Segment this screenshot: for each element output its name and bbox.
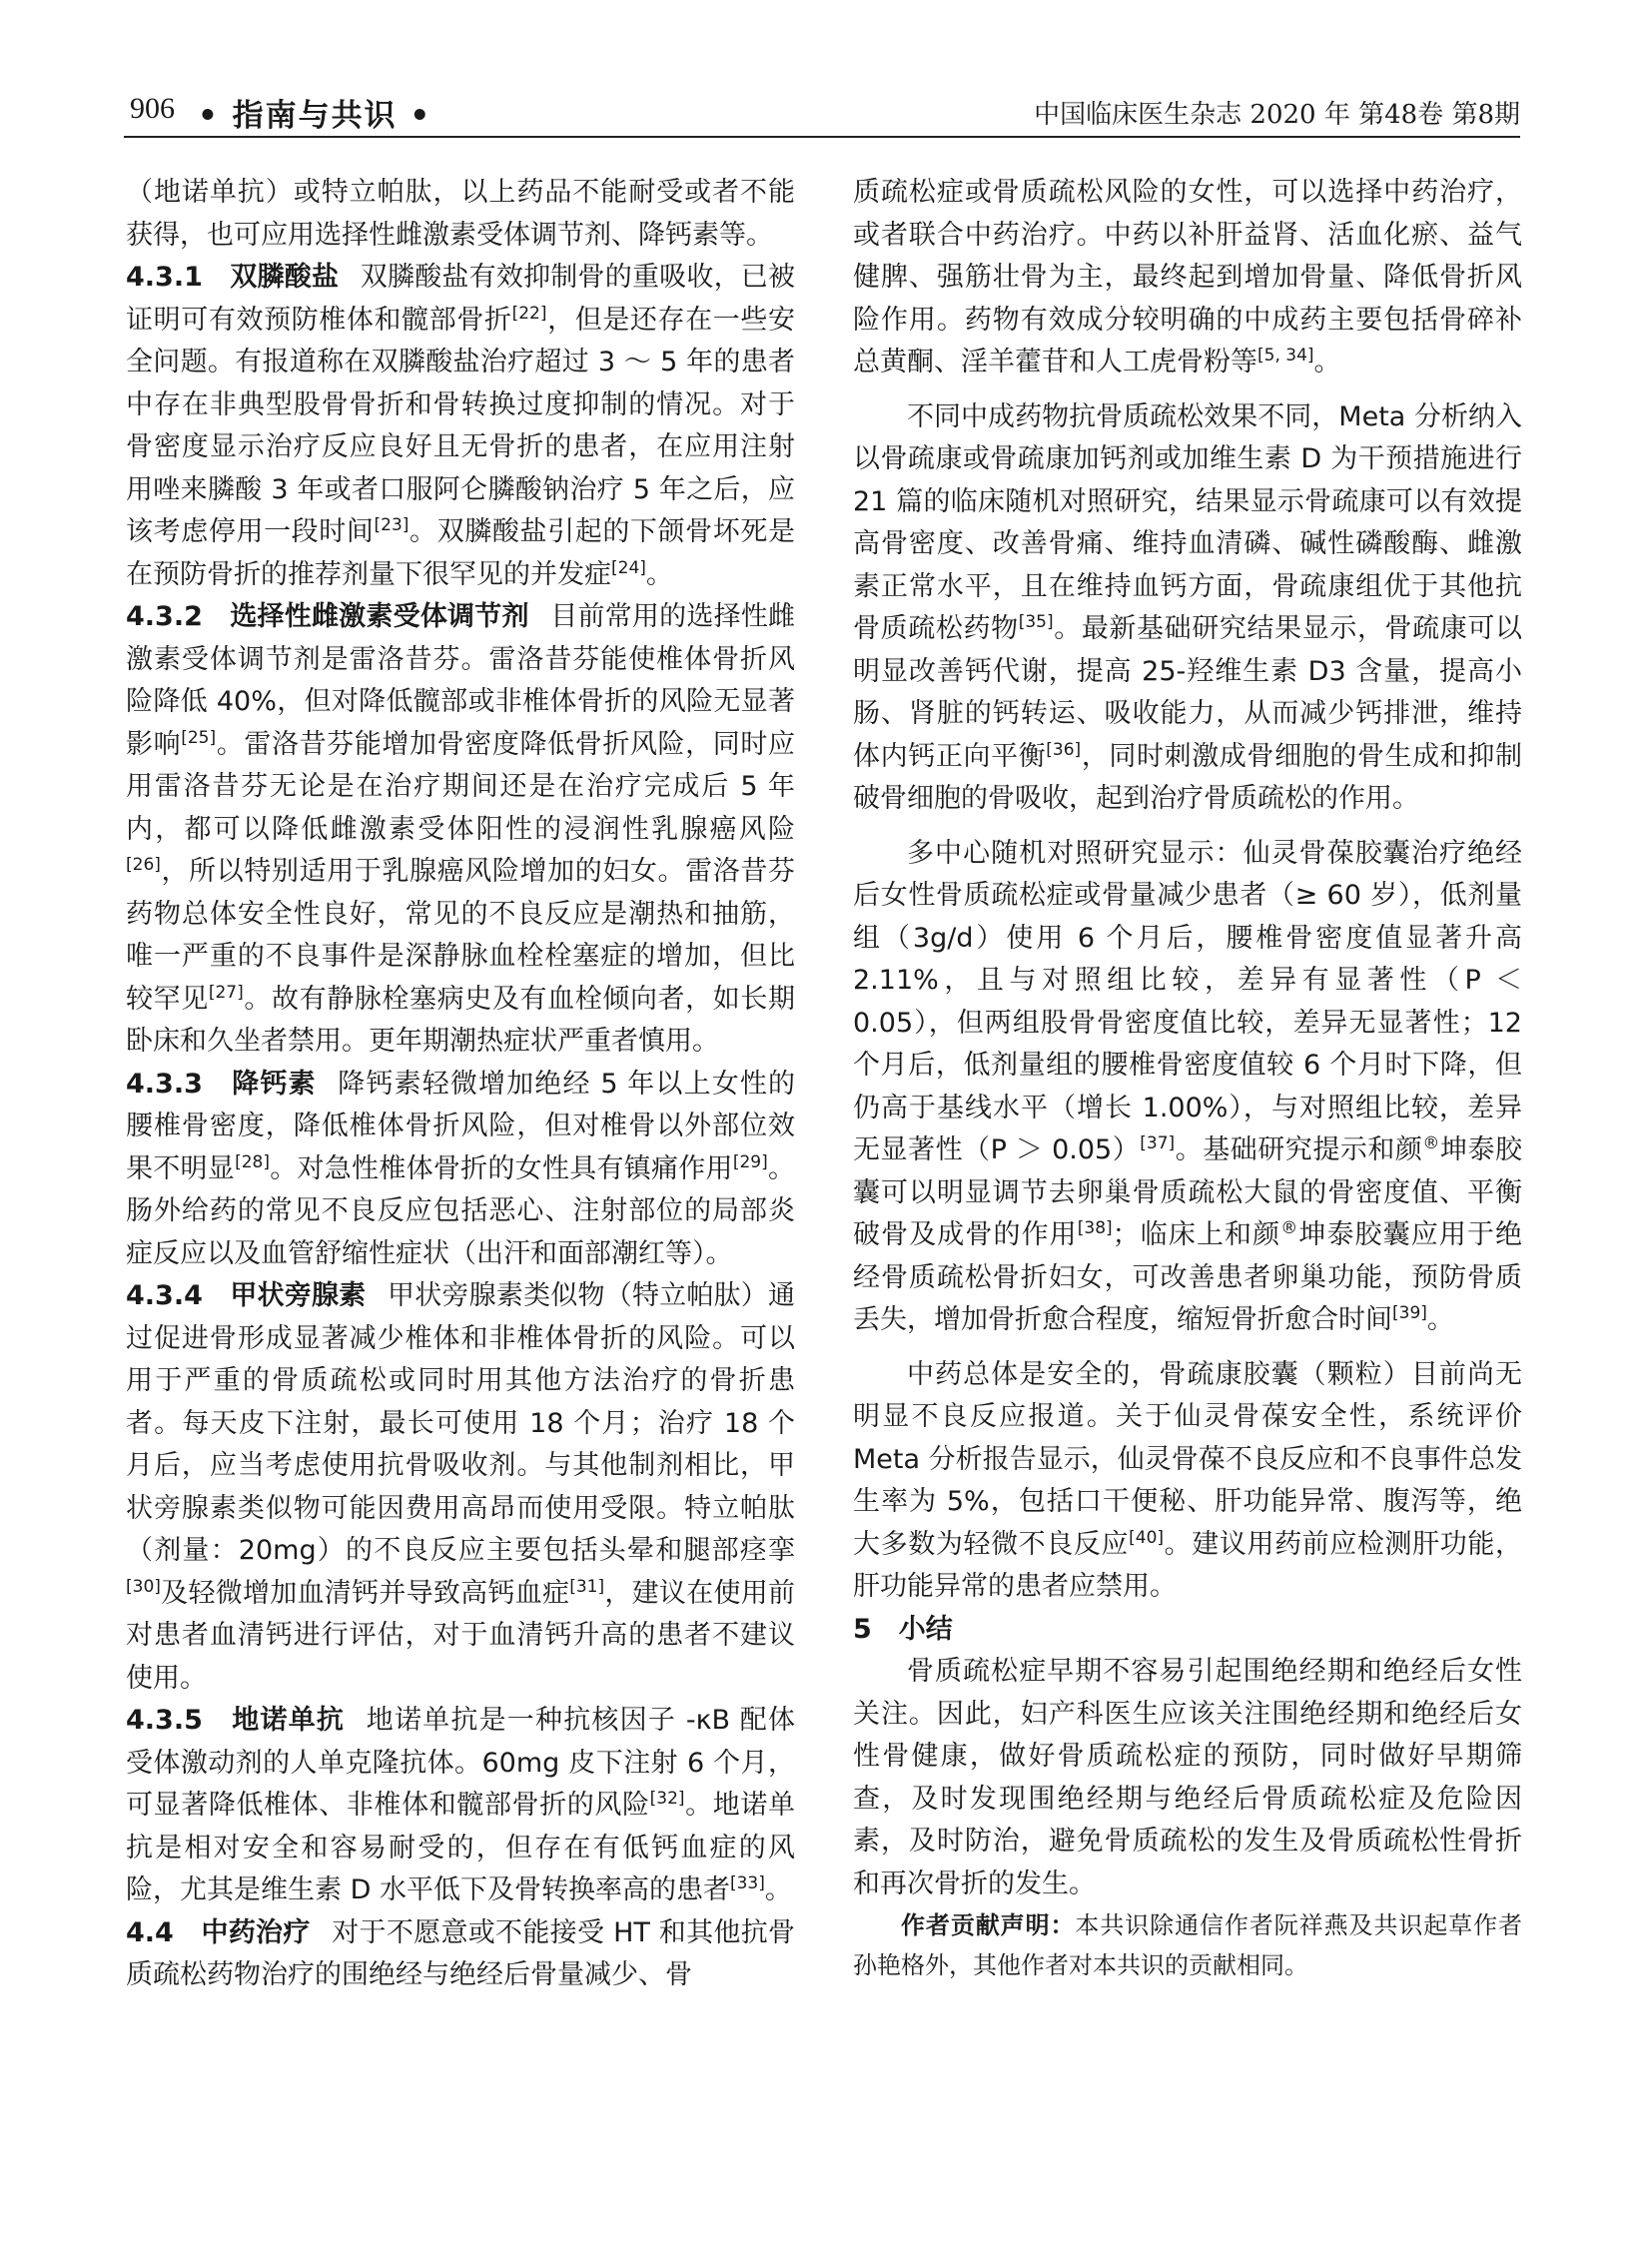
subsection-heading: 4.3.3 降钙素 (126, 1068, 317, 1100)
paragraph: 多中心随机对照研究显示：仙灵骨葆胶囊治疗绝经后女性骨质疏松症或骨量减少患者（≥ 60 岁），低剂量组（3g/d）使用 6 个月后，腰椎骨密度值显著升高 2.11%，且与对照组比较，差异有显著性（P ＜ 0.05），但两组股骨骨密度值比较，差异无显著性；12 个月后，低剂量组的腰椎骨密度值较 6 个月时下降，但仍高于基线水平（增长 1.00%），与对照组比较，差异无显著性（P ＞ 0.05）[37]。基础研究提示和颜®坤泰胶囊可以明显调节去卵巢骨质疏松大鼠的骨密度值、平衡破骨及成骨的作用[38]；临床上和颜®坤泰胶囊应用于绝经骨质疏松骨折妇女，可改善患者卵巢功能，预防骨质丢失，增加骨折愈合程度，缩短骨折愈合时间[39]。 (853, 837, 1523, 1335)
section-heading: 4.4 中药治疗 (126, 1916, 311, 1948)
citation-ref: [38] (1077, 1218, 1113, 1238)
subsection-4-3-4: 4.3.4 甲状旁腺素 甲状旁腺素类似物（特立帕肽）通过促进骨形成显著减少椎体和非椎体骨折的风险。可以用于严重的骨质疏松或同时用其他方法治疗的骨折患者。每天皮下注射，最长可使用 18 个月；治疗 18 个月后，应当考虑使用抗骨吸收剂。与其他制剂相比，甲状旁腺素类似物可能因费用高昂而使用受限。特立帕肽（剂量：20mg）的不良反应主要包括头晕和腿部痉挛[30]及轻微增加血清钙并导致高钙血症[31]，建议在使用前对患者血清钙进行评估，对于血清钙升高的患者不建议使用。 (126, 1280, 796, 1694)
author-contribution-note: 作者贡献声明：本共识除通信作者阮祥燕及共识起草作者孙艳格外，其他作者对本共识的贡献相同。 (853, 1911, 1523, 1979)
citation-ref: [29] (732, 1151, 768, 1172)
subsection-4-3-1: 4.3.1 双膦酸盐 双膦酸盐有效抑制骨的重吸收，已被证明可有效预防椎体和髋部骨折[22]，但是还存在一些安全问题。有报道称在双膦酸盐治疗超过 3 ～ 5 年的患者中存在非典型股骨骨折和骨转换过度抑制的情况。对于骨密度显示治疗反应良好且无骨折的患者，在应用注射用唑来膦酸 3 年或者口服阿仑膦酸钠治疗 5 年之后，应该考虑停用一段时间[23]。双膦酸盐引起的下颌骨坏死是在预防骨折的推荐剂量下很罕见的并发症[24]。 (126, 262, 796, 590)
citation-ref: [27] (208, 982, 244, 1003)
subsection-heading: 4.3.1 双膦酸盐 (126, 262, 340, 293)
citation-ref: [28] (235, 1151, 270, 1172)
citation-ref: [33] (729, 1873, 765, 1893)
journal-citation: 中国临床医生杂志 2020 年 第48卷 第8期 (1034, 100, 1520, 130)
section-4-4: 4.4 中药治疗 对于不愿意或不能接受 HT 和其他抗骨质疏松药物治疗的围绝经与绝经后骨量减少、骨 (126, 1916, 796, 1990)
citation-ref: [36] (1046, 739, 1082, 760)
paragraph: 中药总体是安全的，骨疏康胶囊（颗粒）目前尚无明显不良反应报道。关于仙灵骨葆安全性，系统评价 Meta 分析报告显示，仙灵骨葆不良反应和不良事件总发生率为 5%，包括口干便秘、肝功能异常、腹泻等，绝大多数为轻微不良反应[40]。建议用药前应检测肝功能，肝功能异常的患者应禁用。 (853, 1358, 1523, 1602)
subsection-heading: 4.3.5 地诺单抗 (126, 1705, 346, 1736)
section-label: • 指南与共识 • (198, 98, 432, 134)
note-label: 作者贡献声明： (901, 1911, 1076, 1939)
right-column (853, 172, 1522, 1985)
citation-ref: [37] (1140, 1133, 1176, 1153)
citation-ref: [24] (611, 557, 646, 578)
page-header (126, 92, 1520, 136)
paragraph: （地诺单抗）或特立帕肽，以上药品不能耐受或者不能获得，也可应用选择性雌激素受体调节剂、降钙素等。 (126, 177, 795, 251)
header-rule (124, 136, 1520, 138)
subsection-4-3-2: 4.3.2 选择性雌激素受体调节剂 目前常用的选择性雌激素受体调节剂是雷洛昔芬。雷洛昔芬能使椎体骨折风险降低 40%，但对降低髋部或非椎体骨折的风险无显著影响[25]。雷洛昔芬能增加骨密度降低骨折风险，同时应用雷洛昔芬无论是在治疗期间还是在治疗完成后 5 年内，都可以降低雌激素受体阳性的浸润性乳腺癌风险[26]，所以特别适用于乳腺癌风险增加的妇女。雷洛昔芬药物总体安全性良好，常见的不良反应是潮热和抽筋，唯一严重的不良事件是深静脉血栓栓塞症的增加，但比较罕见[27]。故有静脉栓塞病史及有血栓倾向者，如长期卧床和久坐者禁用。更年期潮热症状严重者慎用。 (126, 601, 796, 1057)
citation-ref: [31] (569, 1576, 605, 1597)
citation-ref: [30] (126, 1576, 161, 1597)
section-heading-summary: 5 小结 (853, 1613, 953, 1645)
paragraph: 不同中成药物抗骨质疏松效果不同，Meta 分析纳入以骨疏康或骨疏康加钙剂或加维生素 D 为干预措施进行 21 篇的临床随机对照研究，结果显示骨疏康可以有效提高骨密度、改善骨痛、维持血清磷、碱性磷酸酶、雌激素正常水平，且在维持血钙方面，骨疏康组优于其他抗骨质疏松药物[35]。最新基础研究结果显示，骨疏康可以明显改善钙代谢，提高 25-羟维生素 D3 含量，提高小肠、肾脏的钙转运、吸收能力，从而减少钙排泄，维持体内钙正向平衡[36]，同时刺激成骨细胞的骨生成和抑制破骨细胞的骨吸收，起到治疗骨质疏松的作用。 (853, 400, 1523, 814)
page-number: 906 (130, 92, 175, 125)
left-column (126, 172, 795, 1997)
citation-ref: [35] (1018, 612, 1054, 632)
citation-ref: [25] (181, 727, 217, 748)
citation-ref: [32] (649, 1789, 685, 1809)
registered-mark: ® (1422, 1133, 1440, 1153)
citation-ref: [40] (1129, 1527, 1165, 1548)
citation-ref: [5, 34] (1257, 346, 1314, 366)
subsection-4-3-3: 4.3.3 降钙素 降钙素轻微增加绝经 5 年以上女性的腰椎骨密度，降低椎体骨折风险，但对椎骨以外部位效果不明显[28]。对急性椎体骨折的女性具有镇痛作用[29]。肠外给药的常见不良反应包括恶心、注射部位的局部炎症反应以及血管舒缩性症状（出汗和面部潮红等）。 (126, 1068, 796, 1269)
paragraph: 骨质疏松症早期不容易引起围绝经期和绝经后女性关注。因此，妇产科医生应该关注围绝经期和绝经后女性骨健康，做好骨质疏松症的预防，同时做好早期筛查，及时发现围绝经期与绝经后骨质疏松症及危险因素，及时防治，避免骨质疏松的发生及骨质疏松性骨折和再次骨折的发生。 (853, 1656, 1522, 1899)
citation-ref: [26] (126, 855, 161, 875)
paragraph: 质疏松症或骨质疏松风险的女性，可以选择中药治疗，或者联合中药治疗。中药以补肝益肾、活血化瘀、益气健脾、强筋壮骨为主，最终起到增加骨量、降低骨折风险作用。药物有效成分较明确的中成药主要包括骨碎补总黄酮、淫羊藿苷和人工虎骨粉等[5, 34]。 (853, 177, 1522, 377)
subsection-4-3-5: 4.3.5 地诺单抗 地诺单抗是一种抗核因子 -κB 配体受体激动剂的人单克隆抗体。60mg 皮下注射 6 个月，可显著降低椎体、非椎体和髋部骨折的风险[32]。地诺单抗是相对安全和容易耐受的，但存在有低钙血症的风险，尤其是维生素 D 水平低下及骨转换率高的患者[33]。 (126, 1705, 796, 1905)
registered-mark: ® (1280, 1218, 1298, 1238)
subsection-heading: 4.3.4 甲状旁腺素 (126, 1280, 367, 1311)
citation-ref: [22] (511, 303, 547, 324)
citation-ref: [39] (1392, 1303, 1427, 1323)
subsection-heading: 4.3.2 选择性雌激素受体调节剂 (126, 601, 529, 632)
citation-ref: [23] (374, 515, 410, 535)
